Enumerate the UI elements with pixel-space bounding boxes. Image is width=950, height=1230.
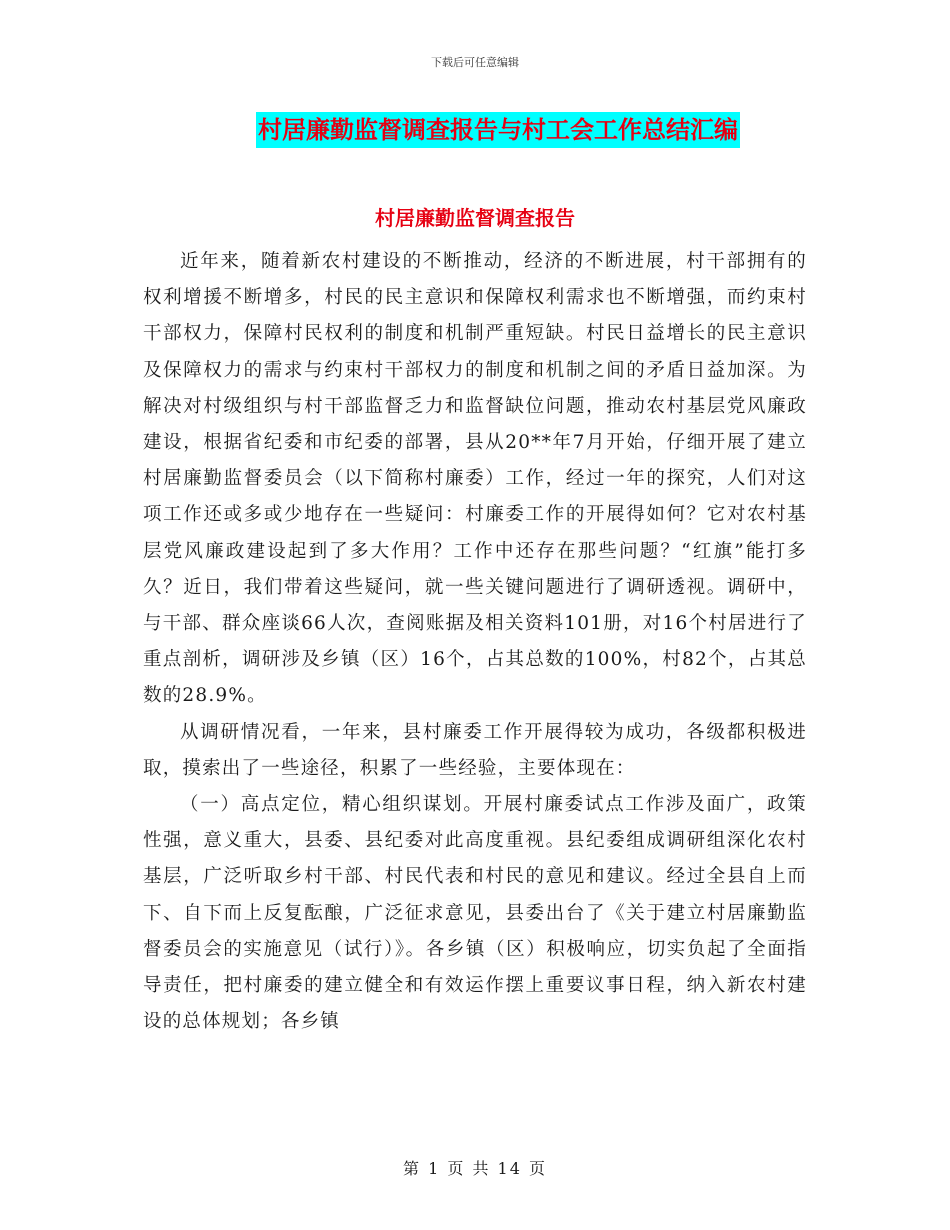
page-header-note: 下载后可任意编辑	[431, 56, 519, 69]
page-number: 第 1 页 共 14 页	[403, 1159, 547, 1178]
document-title-text: 村居廉勤监督调查报告与村工会工作总结汇编	[256, 112, 740, 148]
body-paragraph: 从调研情况看，一年来，县村廉委工作开展得较为成功，各级都积极进取，摸索出了一些途径，积累了一些经验，主要体现在：	[143, 721, 807, 779]
document-body	[143, 244, 807, 1040]
body-paragraph: （一）高点定位，精心组织谋划。开展村廉委试点工作涉及面广，政策性强，意义重大，县委、县纪委对此高度重视。县纪委组成调研组深化农村基层，广泛听取乡村干部、村民代表和村民的意见和建议。经过全县自上而下、自下而上反复酝酿，广泛征求意见，县委出台了《关于建立村居廉勤监督委员会的实施意见（试行）》。各乡镇（区）积极响应，切实负起了全面指导责任，把村廉委的建立健全和有效运作摆上重要议事日程，纳入新农村建设的总体规划；各乡镇	[143, 794, 807, 1033]
section-title: 村居廉勤监督调查报告	[375, 206, 575, 230]
document-title	[0, 112, 950, 148]
body-paragraph: 近年来，随着新农村建设的不断推动，经济的不断进展，村干部拥有的权利增援不断增多，村民的民主意识和保障权利需求也不断增强，而约束村干部权力，保障村民权利的制度和机制严重短缺。村民日益增长的民主意识及保障权力的需求与约束村干部权力的制度和机制之间的矛盾日益加深。为解决对村级组织与村干部监督乏力和监督缺位问题，推动农村基层党风廉政建设，根据省纪委和市纪委的部署，县从20**年7月开始，仔细开展了建立村居廉勤监督委员会（以下简称村廉委）工作，经过一年的探究，人们对这项工作还或多或少地存在一些疑问：村廉委工作的开展得如何？它对农村基层党风廉政建设起到了多大作用？工作中还存在那些问题？“红旗”能打多久？近日，我们带着这些疑问，就一些关键问题进行了调研透视。调研中，与干部、群众座谈66人次，查阅账据及相关资料101册，对16个村居进行了重点剖析，调研涉及乡镇（区）16个，占其总数的100%，村82个，占其总数的28.9%。	[143, 251, 807, 707]
